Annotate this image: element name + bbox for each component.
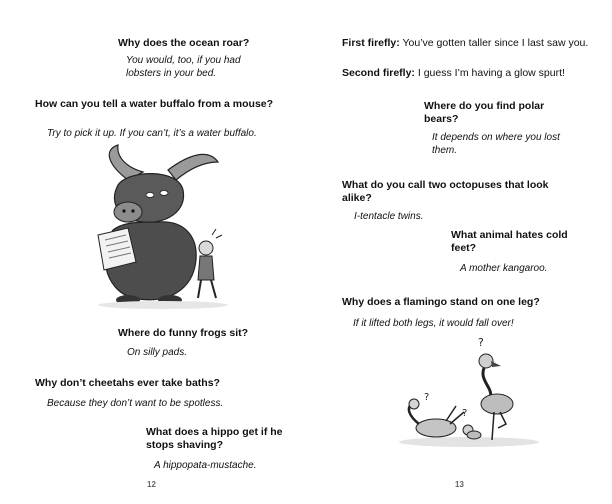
buffalo-illustration xyxy=(88,140,238,310)
joke-question: Where do you find polar bears? xyxy=(424,100,545,125)
svg-text:?: ? xyxy=(478,336,484,349)
dialogue-speaker: Second firefly: xyxy=(342,67,415,79)
joke-question: What animal hates cold feet? xyxy=(451,229,568,254)
flamingo-drawing xyxy=(394,336,544,448)
joke-question: Why don’t cheetahs ever take baths? xyxy=(35,377,220,389)
joke-answer: Try to pick it up. If you can’t, it’s a water buffalo. xyxy=(47,128,257,139)
joke-question: What do you call two octopuses that look alike? xyxy=(342,179,549,204)
joke-answer: Because they don’t want to be spotless. xyxy=(47,398,224,409)
joke-question: How can you tell a water buffalo from a mouse? xyxy=(35,98,274,110)
joke-question: Why does the ocean roar? xyxy=(118,37,250,49)
joke-question: What does a hippo get if he stops shaving? xyxy=(146,426,283,451)
joke-answer: If it lifted both legs, it would fall over! xyxy=(353,318,514,329)
page-number: 12 xyxy=(147,480,156,489)
joke-question: Why does a flamingo stand on one leg? xyxy=(342,296,540,308)
joke-question: Where do funny frogs sit? xyxy=(118,327,249,339)
dialogue-text: You’ve gotten taller since I last saw you. xyxy=(402,37,589,49)
joke-answer: You would, too, if you had lobsters in your bed. xyxy=(126,55,241,79)
joke-answer: A mother kangaroo. xyxy=(460,263,548,274)
page-number: 13 xyxy=(455,480,464,489)
svg-text:?: ? xyxy=(462,408,468,419)
joke-answer: I-tentacle twins. xyxy=(354,211,424,222)
dialogue-line xyxy=(342,67,597,80)
dialogue-text: I guess I’m having a glow spurt! xyxy=(417,67,565,79)
dialogue-line xyxy=(342,37,597,50)
svg-text:?: ? xyxy=(424,392,430,403)
dialogue-speaker: First firefly: xyxy=(342,37,400,49)
flamingo-illustration xyxy=(394,336,544,448)
right-page xyxy=(306,0,612,504)
joke-answer: It depends on where you lost them. xyxy=(432,132,560,156)
joke-answer: On silly pads. xyxy=(127,347,188,358)
buffalo-drawing xyxy=(88,140,238,310)
joke-answer: A hippopata-mustache. xyxy=(154,460,257,471)
